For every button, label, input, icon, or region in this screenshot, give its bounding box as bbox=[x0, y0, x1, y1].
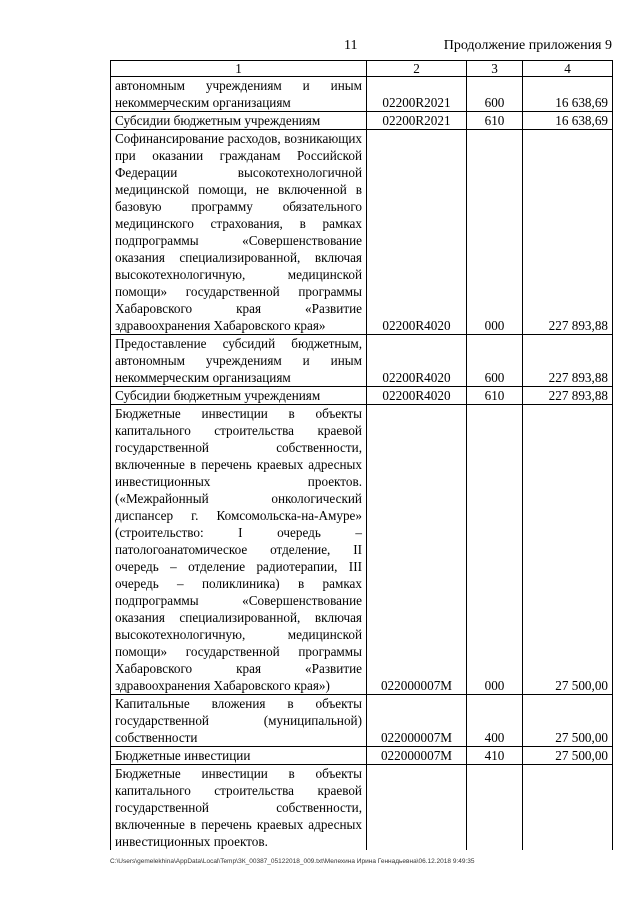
row-code: 022000007М bbox=[367, 747, 467, 765]
row-description: Софинансирование расходов, возникающих при оказании гражданам Российской Федерации высокотехнологичной медицинской помощи, не включенной в базовую программу обязательного медицинского страхования, в рамках подпрограммы «Совершенствование оказания специализированной, включая высокотехнологичную, медицинской помощи» государственной программы Хабаровского края «Развитие здравоохранения Хабаровского края» bbox=[111, 130, 367, 335]
row-amount: 16 638,69 bbox=[523, 77, 613, 112]
table-row bbox=[111, 387, 613, 405]
row-description: Субсидии бюджетным учреждениям bbox=[111, 387, 367, 405]
row-amount: 227 893,88 bbox=[523, 387, 613, 405]
row-expense-type: 600 bbox=[467, 77, 523, 112]
row-code: 02200R4020 bbox=[367, 387, 467, 405]
row-amount: 27 500,00 bbox=[523, 695, 613, 747]
row-code: 02200R2021 bbox=[367, 77, 467, 112]
column-header-2: 2 bbox=[367, 61, 467, 77]
table-row bbox=[111, 747, 613, 765]
column-header-1: 1 bbox=[111, 61, 367, 77]
budget-table bbox=[110, 60, 613, 850]
row-description: Субсидии бюджетным учреждениям bbox=[111, 112, 367, 130]
row-code: 02200R4020 bbox=[367, 335, 467, 387]
row-expense-type: 410 bbox=[467, 747, 523, 765]
row-expense-type: 000 bbox=[467, 130, 523, 335]
row-amount: 27 500,00 bbox=[523, 747, 613, 765]
row-code: 02200R2021 bbox=[367, 112, 467, 130]
table-row bbox=[111, 765, 613, 851]
row-expense-type: 600 bbox=[467, 335, 523, 387]
row-expense-type: 400 bbox=[467, 695, 523, 747]
row-amount: 16 638,69 bbox=[523, 112, 613, 130]
table-row bbox=[111, 335, 613, 387]
footer-file-path: C:\Users\gemelekhina\AppData\Local\Temp\ЗК_00387_05122018_009.txt\Мелехина Ирина Геннадьевна\06.12.2018 9:49:35 bbox=[110, 858, 475, 865]
row-expense-type: 000 bbox=[467, 405, 523, 695]
row-code: 02200R4020 bbox=[367, 130, 467, 335]
page-number: 11 bbox=[344, 38, 358, 53]
row-expense-type bbox=[467, 765, 523, 851]
row-description: Бюджетные инвестиции bbox=[111, 747, 367, 765]
table-row bbox=[111, 405, 613, 695]
row-code: 022000007М bbox=[367, 405, 467, 695]
row-description: Бюджетные инвестиции в объекты капитального строительства краевой государственной собственности, включенные в перечень краевых адресных инвестиционных проектов. («Межрайонный онкологический диспансер г. Комсомольска-на-Амуре» (строительство: I очередь – патологоанатомическое отделение, II очередь – отделение радиотерапии, III очередь – поликлиника) в рамках подпрограммы «Совершенствование оказания специализированной, включая высокотехнологичную, медицинской помощи» государственной программы Хабаровского края «Развитие здравоохранения Хабаровского края») bbox=[111, 405, 367, 695]
table-header-row bbox=[111, 61, 613, 77]
table-row bbox=[111, 130, 613, 335]
row-description: Предоставление субсидий бюджетным, автономным учреждениям и иным некоммерческим организациям bbox=[111, 335, 367, 387]
row-description: Бюджетные инвестиции в объекты капитального строительства краевой государственной собственности, включенные в перечень краевых адресных инвестиционных проектов. bbox=[111, 765, 367, 851]
row-amount: 227 893,88 bbox=[523, 335, 613, 387]
row-code: 022000007М bbox=[367, 695, 467, 747]
row-description: автономным учреждениям и иным некоммерческим организациям bbox=[111, 77, 367, 112]
column-header-4: 4 bbox=[523, 61, 613, 77]
row-amount bbox=[523, 765, 613, 851]
row-expense-type: 610 bbox=[467, 112, 523, 130]
row-amount: 227 893,88 bbox=[523, 130, 613, 335]
table-row bbox=[111, 695, 613, 747]
table-row bbox=[111, 112, 613, 130]
continuation-label: Продолжение приложения 9 bbox=[443, 38, 612, 53]
table-row bbox=[111, 77, 613, 112]
column-header-3: 3 bbox=[467, 61, 523, 77]
row-amount: 27 500,00 bbox=[523, 405, 613, 695]
row-description: Капитальные вложения в объекты государственной (муниципальной) собственности bbox=[111, 695, 367, 747]
row-code bbox=[367, 765, 467, 851]
row-expense-type: 610 bbox=[467, 387, 523, 405]
